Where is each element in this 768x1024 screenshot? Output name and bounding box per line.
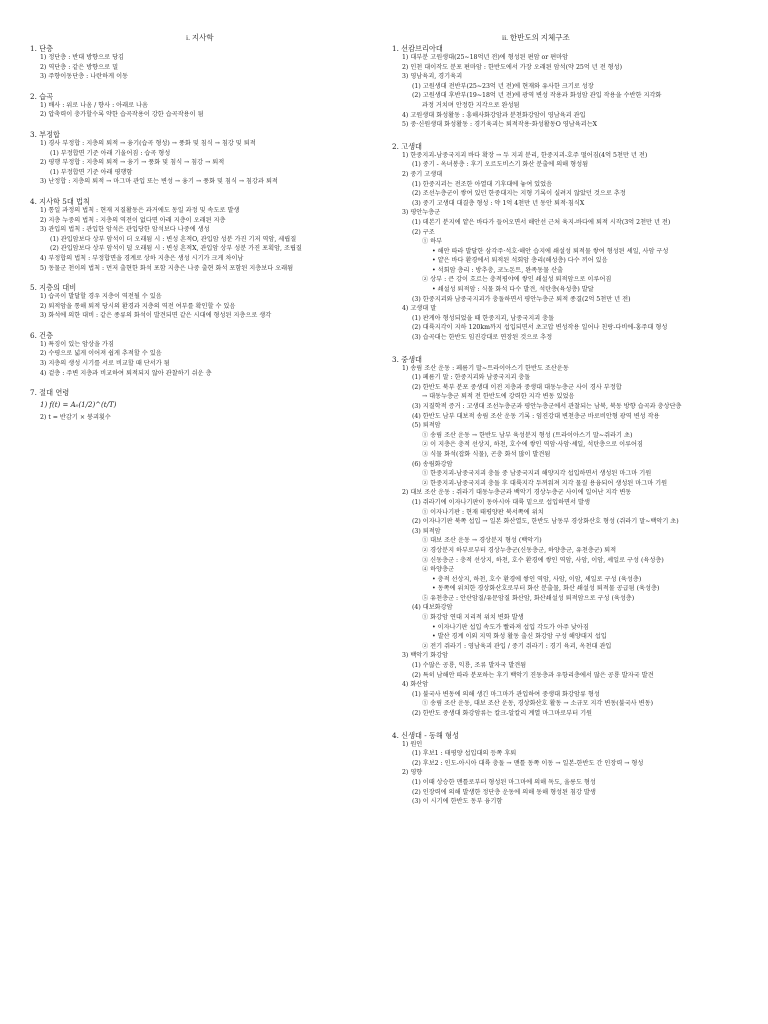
outline-line: • 발산 경계 이외 지역 화성 활동 출신 화강암 구성 해양대지 섭입: [432, 633, 607, 641]
outline-line: (2) 대륙지각이 지하 120km까지 섭입되면서 초고압 변성작용 일어나 친랑-다비에-홍주대 형성: [412, 324, 668, 332]
left-column-title: i. 지사학: [186, 33, 214, 42]
outline-line: (6) 송림화강암: [412, 460, 453, 468]
outline-line: 1) 습곡이 발달할 경우 지층이 역전될 수 있음: [40, 293, 162, 301]
outline-line: ② 경상분지 하부로부터 경상누층군(신동층군, 하양층군, 유천층군) 퇴적: [422, 546, 617, 554]
outline-line: ③ 신동층군 : 충적 선상지, 하천, 호수 환경에 쌓인 역암, 사암, 이암, 셰일로 구성 (육성층): [422, 556, 664, 564]
section-heading: 7. 절대 연령: [30, 388, 70, 398]
outline-line: 2) 압축력이 충가할수록 약한 습곡작용이 강한 습곡작용이 됨: [40, 111, 204, 119]
outline-line: 1) 통일 과정의 법칙 : 현재 지질활동은 과거에도 동일 과정 및 속도로 발생: [40, 206, 240, 214]
section-heading: 1. 선캄브리아대: [392, 44, 443, 53]
outline-line: (1) 후보1 : 태평양 섭입대의 등쪽 후퇴: [412, 750, 517, 758]
outline-line: (1) 고원생대 전반부(25~23억 년 전)에 현재와 유사한 크기로 성장: [412, 82, 594, 90]
outline-line: 2) 수평으로 넓게 이어져 쉽게 추적할 수 있음: [40, 350, 162, 358]
outline-line: ③ 식물 화석(잡화 식물), 곤충 화석 많이 발견됨: [422, 450, 551, 458]
outline-line: (4) 대보화강암: [412, 604, 453, 612]
section: [392, 355, 742, 719]
outline-line: (1) 이때 상승한 맨틀로부터 형성된 마그마에 의해 독도, 울릉도 형성: [412, 778, 596, 786]
outline-line: 2) 지층 누중의 법칙 : 지층의 역전이 없다면 아래 지층이 오래된 지층: [40, 216, 226, 224]
outline-line: 4) 화산암: [402, 681, 429, 689]
outline-line: ② 상부 : 큰 강이 흐르는 충적평야에 쌓인 쇄설성 퇴적암으로 이루어짐: [422, 276, 612, 284]
section-heading: 2. 고생대: [392, 141, 422, 151]
outline-line: 3) 지층의 생성 시기를 서로 비교할 때 단서가 됨: [40, 360, 170, 368]
outline-line: 과정 거치며 안정한 지각으로 완성됨: [422, 101, 520, 109]
outline-line: 2) 중기 고생대: [402, 170, 443, 178]
outline-line: • 얕은 바다 환경에서 퇴적된 석회암 층리(해성층) 다수 끼어 있음: [432, 257, 608, 265]
outline-line: (1) 불국사 변동에 의해 생긴 마그마가 관입하여 중생대 화강암류 형성: [412, 690, 600, 698]
section: [392, 142, 742, 343]
outline-line: ① 이자나기판 : 현재 태평양판 북서쪽에 위치: [422, 508, 544, 516]
section-heading: 3. 부정합: [30, 129, 60, 139]
outline-line: 5) 중·신원생대 화성활동 : 경기육괴는 퇴적작용·화성활동O 영남육괴는X: [402, 121, 598, 129]
section: [392, 44, 742, 130]
outline-line: (2) 후보2 : 인도-아시아 대륙 충돌 → 맨틀 동쪽 이동 → 일본-한반도 간 인장력 → 형성: [412, 759, 644, 767]
outline-line: (1) 데본기 분지에 얕은 바다가 들어오면서 해안선 근처 육지-바다에 퇴적 시작(3억 2천만 년 전): [412, 218, 671, 226]
outline-line: ① 한중지괴-남중국지괴 충돌 중 남중국지괴 해양지각 섭입하면서 생성된 마그마 기원: [422, 470, 652, 478]
outline-line: (3) 습곡대는 한반도 임진강대로 연장된 것으로 추정: [412, 334, 553, 342]
outline-line: (1) 수많은 공룡, 익룡, 조류 발자국 발견됨: [412, 662, 527, 670]
half-life-note: 2) t = 반감기 × 붕괴횟수: [40, 414, 111, 422]
outline-line: • 충적 선상지, 하천, 호수 환경에 쌓인 역암, 사암, 이암, 셰일로 구성 (육성층): [432, 575, 642, 583]
section: [30, 92, 370, 120]
outline-line: 3) 관입의 법칙 : 관입한 암석은 관입당한 암석보다 나중에 생성: [40, 226, 210, 234]
outline-line: ① 하부: [422, 238, 443, 246]
outline-line: 3) 백악기 화강암: [402, 652, 449, 660]
outline-line: (2) 특히 남해안 따라 분포하는 후기 백악기 진동층과 우항리층에서 많은 공룡 발자국 발견: [412, 671, 654, 679]
absolute-age-section: [30, 388, 370, 423]
outline-line: 1) 배사 : 위로 나옴 / 향사 : 아래로 나옴: [40, 101, 149, 109]
right-column-title: ii. 한반도의 지체구조: [502, 33, 570, 42]
outline-line: (1) 쥐라기에 이자나기판이 동아시아 대륙 밑으로 섭입하면서 발생: [412, 498, 590, 506]
section-heading: 1. 단층: [30, 44, 54, 53]
outline-line: 2) 역단층 : 같은 방향으로 밀: [40, 63, 119, 71]
outline-line: 3) 영남육괴, 경기육괴: [402, 73, 463, 81]
outline-line: (2) 한반도 중생대 화강암류는 칼크-알칼리 계열 마그마로부터 기원: [412, 710, 593, 717]
outline-line: ④ 하양층군: [422, 566, 455, 574]
outline-line: (1) 부정합면 기준 아래 평행함: [50, 168, 133, 176]
outline-line: 5) 동물군 천이의 법칙 : 먼저 출현한 화석 포함 지층은 나중 출현 화석 포함된 지층보다 오래됨: [40, 264, 294, 272]
right-column: [392, 44, 742, 807]
outline-line: (2) 고원생대 후반부(19~18억 년 전)에 광역 변성 작용과 화성암 관입 작용을 수반한 지각화: [412, 92, 662, 100]
outline-line: 1) 한중지괴-남중국지괴 바다 확장 → 두 지괴 분리, 한중지괴-호주 떨어짐(4억 5천만 년 전): [402, 151, 648, 159]
outline-line: (2) 조선누층군이 쌓여 있던 한중대지는 지형 기록이 실려지 않았던 것으로 추정: [412, 190, 626, 198]
left-sections: [30, 44, 370, 378]
outline-line: ① 화강암 연대 지리적 위치 변화 발생: [422, 614, 524, 622]
section: [392, 731, 742, 807]
section: [30, 44, 370, 82]
outline-line: 4) 부정합의 법칙 : 부정합면을 경계로 상하 지층은 생성 시기가 크게 차이남: [40, 254, 244, 262]
outline-line: (3) 퇴적암: [412, 527, 441, 535]
outline-line: 3) 난정합 : 지층의 퇴적 → 마그마 관입 또는 변성 → 융기 → 풍화 및 침식 → 침강과 퇴적: [40, 178, 278, 186]
outline-line: 1) 원인: [402, 740, 423, 748]
outline-line: (1) 페름기 말 : 한중지괴와 남중국지괴 충돌: [412, 374, 531, 382]
outline-line: 4) 겉층 : 주변 지층과 비교하여 퇴적되지 않아 관찰하기 쉬운 층: [40, 369, 212, 377]
outline-line: (1) 판게아 형성되었을 때 한중지괴, 남중국지괴 충돌: [412, 314, 555, 322]
outline-line: 3) 주향이동단층 : 나란하게 이동: [40, 73, 129, 81]
section: [30, 283, 370, 321]
outline-line: ① 대보 조산 운동 → 경상분지 형성 (백악기): [422, 537, 542, 545]
outline-line: 2) 평행 부정합 : 지층의 퇴적 → 융기 → 풍화 및 침식 → 침강 → 퇴적: [40, 159, 225, 167]
outline-line: (1) 부정합면 기준 아래 기울어짐 : 습곡 형성: [50, 149, 171, 157]
outline-line: 1) 송림 조산 운동 : 페름기 말~트라이아스기 한반도 조산운동: [402, 364, 569, 372]
outline-line: 2) 대보 조산 운동 : 쥐라기 대동누층군과 백악기 경상누층군 사이에 일어난 지각 변동: [402, 489, 632, 497]
outline-line: ⑤ 유천층군 : 안산암질/유문암질 화산암, 화산쇄설성 퇴적암으로 구성 (육성층): [422, 594, 635, 602]
outline-line: ② 한중지괴-남중국지괴 충돌 후 대륙지각 두꺼워져 지각 물질 용융되어 생성된 마그마 기원: [422, 479, 668, 487]
section-heading: 5. 지층의 대비: [30, 283, 77, 293]
outline-line: (3) 한중지괴와 남중국지괴가 충돌하면서 평안누층군 퇴적 종결(2억 5천만 년 전): [412, 295, 631, 303]
outline-line: (3) 이 시기에 한반도 동부 융기함: [412, 798, 503, 806]
outline-line: 1) 특징이 있는 암상을 가짐: [40, 340, 114, 348]
outline-line: ① 송림 조산 운동, 대보 조산 운동, 경상화산호 활동 → 소규모 지각 변동(불국사 변동): [422, 700, 653, 708]
outline-line: ① 송림 조산 운동 → 한반도 남부 육성분지 형성 (트라이아스기 말~쥐라기 초): [422, 431, 633, 439]
outline-line: 4) 고원생대 화성활동 : 흥해사화강암과 분천화강암이 영남육괴 관입: [402, 111, 586, 119]
right-sections: [392, 44, 742, 807]
outline-line: ② 이 지층은 충적 선상지, 하천, 호수에 쌓인 역암·사암·셰일, 석탄층으로 이루어짐: [422, 441, 643, 449]
decay-formula: 1) f(t) = A₀(1/2)^(t/T): [40, 401, 117, 410]
outline-line: (1) 관입암보다 상부 암석이 더 오래됨 시 : 변성 흔적O, 관입암 성분 가진 기저 역암, 세립질: [50, 235, 297, 243]
section: [30, 197, 370, 273]
outline-line: 3) 화석에 의한 대비 : 같은 종류의 화석이 발견되면 같은 시대에 형성된 지층으로 생각: [40, 312, 272, 320]
section-heading: 6. 건층: [30, 330, 54, 340]
outline-line: ② 전기 쥐라기 : 영남육괴 관입 / 중기 쥐라기 : 경기 육괴, 옥천대 관입: [422, 642, 612, 650]
section: [30, 331, 370, 378]
section-heading: 2. 습곡: [30, 91, 54, 101]
outline-line: 2) 퇴적암을 통해 퇴적 당시의 환경과 지층의 역전 여부를 확인할 수 있음: [40, 302, 236, 310]
outline-line: • 이자나기판 섭입 속도가 빨라져 섭입 각도가 아주 낮아짐: [432, 623, 589, 631]
outline-line: 1) 정단층 : 반대 방향으로 당김: [40, 54, 125, 61]
outline-line: • 동쪽에 위치한 경상화산호로부터 화산 분출물, 화산 쇄설성 퇴적물 공급됨 (육성층): [432, 585, 660, 593]
outline-line: → 대동누층군 퇴적 전 한반도에 강력한 지각 변동 있었음: [422, 393, 575, 401]
outline-line: 1) 경사 부정합 : 지층의 퇴적 → 융기(습곡 형성) → 풍화 및 침식 → 침강 및 퇴적: [40, 139, 256, 147]
outline-line: 1) 대부분 고원생대(25~18억년 전)에 형성된 편암 or 편마암: [402, 54, 569, 61]
outline-line: (2) 인장력에 의해 발생한 정단층 운동에 의해 동해 형성된 침강 발생: [412, 788, 596, 796]
outline-line: 4) 고생대 말: [402, 305, 437, 313]
outline-line: 2) 영향: [402, 769, 423, 777]
left-column: [30, 44, 370, 423]
outline-line: 3) 평안누층군: [402, 209, 441, 217]
outline-line: (2) 한반도 북부 분포 중생대 이전 지층과 중생대 대동누층군 사이 경사 부정합: [412, 383, 622, 391]
outline-line: (1) 한중지괴는 전조한 아열대 기후대에 놓여 있었음: [412, 180, 553, 188]
section: [30, 130, 370, 187]
outline-line: (3) 중기 고생대 대결층 형성 : 약 1억 4천만 년 동안 퇴적·침식X: [412, 199, 585, 207]
outline-line: (3) 지질학적 증거 : 고생대 조선누층군과 평안누층군에서 관찰되는 남북, 북동 방향 습곡과 충상단층: [412, 403, 682, 410]
outline-line: • 해안 따라 발달한 삼각주·석호·해안 습지에 쇄설성 퇴적물 쌓여 형성된 셰일, 사암 구성: [432, 247, 669, 255]
outline-line: 2) 인천 대이작도 분포 편마암 : 한반도에서 가장 오래된 암석(약 25억 년 전 형성): [402, 63, 623, 71]
outline-line: (2) 이자나기판 북쪽 섭입 → 일본 화산열도, 한반도 남동부 경상화산호 형성 (쥐라기 말~백악기 초): [412, 518, 679, 526]
section-heading: 3. 중생대: [392, 354, 422, 364]
outline-line: (2) 구조: [412, 228, 435, 236]
outline-line: (4) 한반도 남부 대보적 송림 조산 운동 기록 : 임진강대 변천층군 바로비안형 광역 변성 작용: [412, 412, 660, 420]
outline-line: • 석회암 층리 : 방추충, 코노돈트, 완족동물 산출: [432, 266, 564, 274]
outline-line: (1) 중기 - 옥녀봉층 : 후기 오르도비스기 화산 분출에 의해 형성됨: [412, 161, 589, 169]
section-heading: 4. 지사학 5대 법칙: [30, 196, 90, 206]
outline-line: (5) 퇴적암: [412, 422, 441, 430]
outline-line: • 쇄설성 퇴적암 : 식물 화석 다수 발견, 석탄층(육성층) 발달: [432, 286, 594, 294]
outline-line: (2) 관입암보다 상부 암석이 덜 오래됨 시 : 변성 흔적X, 관입암 상부 성분 가진 포획암, 조립질: [50, 245, 302, 253]
section-heading: 4. 신생대 - 동해 형성: [392, 730, 460, 740]
